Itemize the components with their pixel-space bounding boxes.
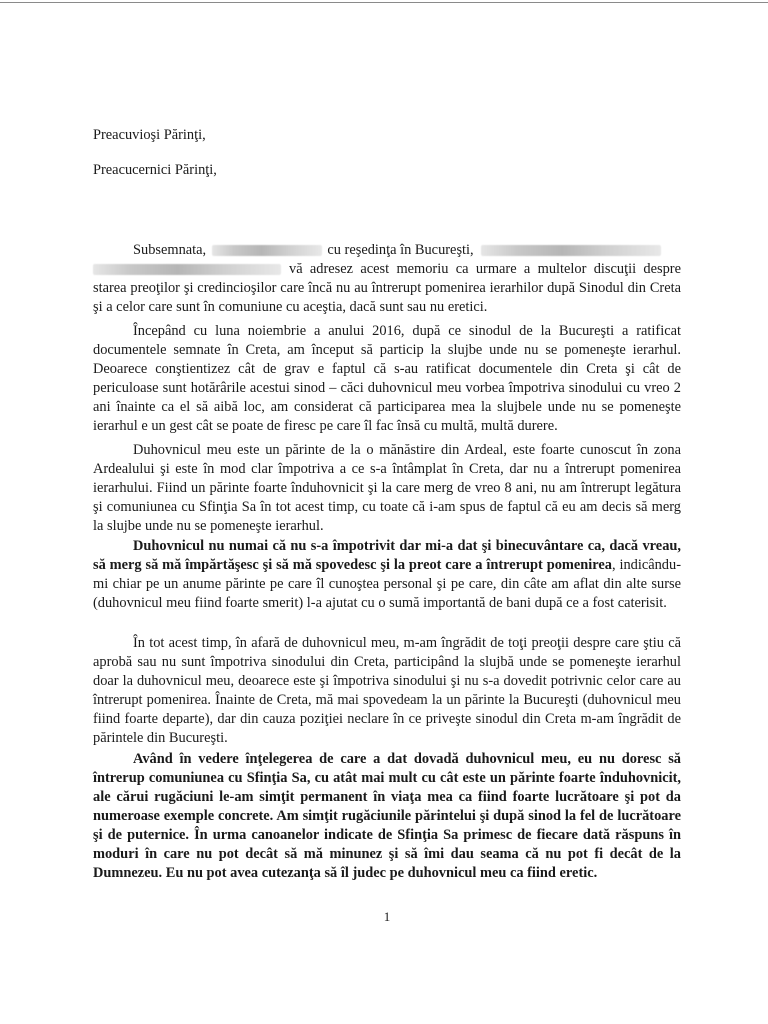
salutation-1: Preacuvioşi Părinţi, (93, 127, 206, 143)
paragraph-6: Având în vedere înţelegerea de care a dat dovadă duhovnicul meu, eu nu doresc să întrerup comuniunea cu Sfinţia Sa, cu atât mai mult cu cât este un părinte foarte înduhovnicit, ale cărui rugăciuni le-am simţit permanent în viaţa mea ca fiind foarte lucrătoare şi pot da numeroase exemple concrete. Am simţit rugăciunile părintelui şi după sinod la fel de lucrătoare şi de puternice. În urma canoanelor indicate de Sfinţia Sa primesc de fiecare dată răspuns în moduri în care nu pot decât să mă minunez şi să îmi dau seama că nu pot fi decât de la Dumnezeu. Eu nu pot avea cutezanţa să îl judec pe duhovnicul meu ca fiind eretic. (93, 751, 681, 881)
paragraph-5: În tot acest timp, în afară de duhovnicul meu, m-am îngrădit de toţi preoţii despre care ştiu că aprobă sau nu sunt împotriva sinodului din Creta, participând la slujbă unde se pomeneşte ierarhul doar la duhovnicul meu, deoarece este şi împotriva sinodului şi nu s-a dovedit potrivnic celor care au întrerupt pomenirea. Înainte de Creta, mă mai spovedeam la un părinte la Bucureşti (duhovnicul meu fiind foarte departe), dar din cauza poziţiei neclare în ce priveşte sinodul din Creta m-am îngrădit de părintele din Bucureşti. (93, 635, 681, 746)
redacted-name (212, 245, 322, 256)
paragraph-1-line-1 (133, 241, 661, 260)
p4-bold: Duhovnicul nu numai că nu s-a împotrivit dar mi-a dat şi binecuvântare ca, dacă vreau, să merg să mă împărtăşesc şi să mă spovedesc şi la preot care a întrerupt pomenirea (93, 538, 681, 573)
page-number: 1 (383, 909, 391, 924)
redacted-address-1 (481, 245, 661, 256)
salutation-2: Preacucernici Părinţi, (93, 162, 217, 178)
p1-lead: Subsemnata, (133, 242, 207, 258)
paragraph-2: Începând cu luna noiembrie a anului 2016, după ce sinodul de la Bucureşti a ratificat documentele semnate în Creta, am început să particip la slujbe unde nu se pomeneşte ierarhul. Deoarece conştientizez cât de grav e faptul că s-au ratificat documentele din Creta şi cât de periculoase sunt hotărârile acestui sinod – căci duhovnicul meu vorbea împotriva sinodului cu vreo 2 ani înainte ca el să aibă loc, am considerat că participarea mea la slujbele unde nu se pomeneşte ierarhul e un gest cât se poate de firesc pe care îl fac însă cu multă, multă durere. (93, 323, 681, 434)
paragraph-4 (93, 537, 681, 613)
paragraph-3: Duhovnicul meu este un părinte de la o mănăstire din Ardeal, este foarte cunoscut în zona Ardealului şi este în mod clar împotriva a ce s-a întâmplat în Creta, dar nu a întrerupt pomenirea ierarhului. Fiind un părinte foarte înduhovnicit şi la care merg de vreo 8 ani, nu am întrerupt legătura şi comuniunea cu Sfinţia Sa în tot acest timp, cu toate că i-am spus de faptul că eu am decis să merg la slujbe unde nu se pomeneşte ierarhul. (93, 442, 681, 534)
redacted-address-2 (93, 264, 281, 275)
p4-rest: , indicându-mi chiar pe un anume părinte pe care îl cunoştea personal şi pe care, din câte am aflat din alte surse (duhovnicul meu fiind foarte smerit) l-a ajutat cu o sumă importantă de bani după ce a fost caterisit. (93, 557, 681, 611)
p1-residence: cu reşedinţa în Bucureşti, (327, 242, 474, 258)
p1-rest: vă adresez acest memoriu ca urmare a multelor discuţii despre starea preoţilor şi credincioşilor care încă nu au întrerupt pomenirea ierarhilor după Sinodul din Creta şi a celor care sunt în comuniune cu aceştia, dacă sunt sau nu eretici. (93, 261, 681, 315)
paragraph-1-body (93, 260, 681, 317)
